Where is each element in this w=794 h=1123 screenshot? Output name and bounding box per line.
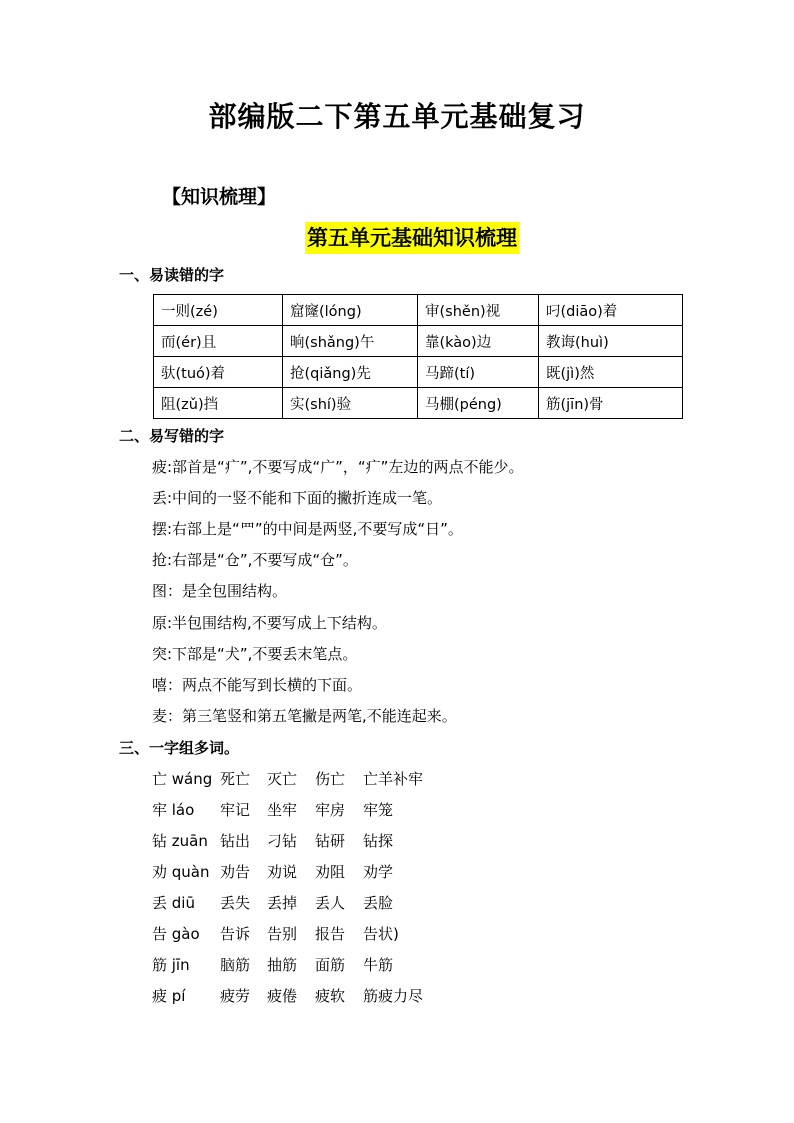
section2-heading: 二、易写错的字 — [119, 427, 225, 445]
table-cell: 驮(tuó)着 — [154, 357, 283, 388]
word-group-word: 灭亡 — [267, 770, 298, 788]
word-group-char: 钻 zuān — [152, 832, 208, 850]
word-group-word: 牢笼 — [363, 801, 394, 819]
writing-note: 原:半包围结构,不要写成上下结构。 — [152, 614, 387, 632]
table-cell: 抢(qiǎng)先 — [283, 357, 418, 388]
table-cell: 窟窿(lóng) — [283, 295, 418, 326]
table-cell: 叼(diāo)着 — [539, 295, 683, 326]
word-group-char: 亡 wáng — [152, 770, 213, 788]
word-group-word: 面筋 — [315, 956, 346, 974]
word-group-word: 劝学 — [363, 863, 394, 881]
writing-note: 疲:部首是“疒”,不要写成“广”，“疒”左边的两点不能少。 — [152, 458, 524, 476]
writing-note: 嘻：两点不能写到长横的下面。 — [152, 676, 363, 694]
table-row — [154, 388, 683, 419]
section3-heading: 三、一字组多词。 — [119, 739, 240, 757]
word-group-word: 丢人 — [315, 894, 346, 912]
word-group-word: 告状) — [363, 925, 399, 943]
word-group-word: 脑筋 — [220, 956, 251, 974]
word-group-word: 刁钻 — [267, 832, 298, 850]
writing-note: 突:下部是“犬”,不要丢末笔点。 — [152, 645, 358, 663]
table-cell: 一则(zé) — [154, 295, 283, 326]
word-group-word: 劝阻 — [315, 863, 346, 881]
word-group-word: 死亡 — [220, 770, 251, 788]
word-group-word: 坐牢 — [267, 801, 298, 819]
table-cell: 教诲(huì) — [539, 326, 683, 357]
table-cell: 实(shí)验 — [283, 388, 418, 419]
word-group-word: 劝说 — [267, 863, 298, 881]
table-row — [154, 295, 683, 326]
writing-note: 麦：第三笔竖和第五笔撇是两笔,不能连起来。 — [152, 707, 457, 725]
word-group-word: 亡羊补牢 — [363, 770, 424, 788]
word-group-char: 牢 láo — [152, 801, 195, 819]
writing-note: 丢:中间的一竖不能和下面的撇折连成一笔。 — [152, 489, 443, 507]
word-group-word: 钻出 — [220, 832, 251, 850]
word-group-word: 丢掉 — [267, 894, 298, 912]
section-tag: 【知识梳理】 — [162, 186, 277, 208]
easy-misread-table — [153, 294, 683, 419]
writing-note: 图：是全包围结构。 — [152, 582, 288, 600]
table-cell: 阻(zǔ)挡 — [154, 388, 283, 419]
table-cell: 筋(jīn)骨 — [539, 388, 683, 419]
table-row — [154, 326, 683, 357]
word-group-char: 疲 pí — [152, 987, 186, 1005]
table-cell: 马棚(péng) — [418, 388, 539, 419]
writing-note: 抢:右部是“仓”,不要写成“仓”。 — [152, 551, 358, 569]
word-group-word: 牢房 — [315, 801, 346, 819]
word-group-word: 告别 — [267, 925, 298, 943]
table-cell: 晌(shǎng)午 — [283, 326, 418, 357]
writing-note: 摆:右部上是“罒”的中间是两竖,不要写成“日”。 — [152, 520, 463, 538]
word-group-word: 钻研 — [315, 832, 346, 850]
word-group-word: 伤亡 — [315, 770, 346, 788]
word-group-word: 丢失 — [220, 894, 251, 912]
word-group-word: 报告 — [315, 925, 346, 943]
word-group-word: 疲劳 — [220, 987, 251, 1005]
table-cell: 靠(kào)边 — [418, 326, 539, 357]
table-cell: 而(ér)且 — [154, 326, 283, 357]
table-row — [154, 357, 683, 388]
word-group-word: 筋疲力尽 — [363, 987, 424, 1005]
word-group-char: 筋 jīn — [152, 956, 190, 974]
word-group-char: 告 gào — [152, 925, 200, 943]
table-cell: 既(jì)然 — [539, 357, 683, 388]
highlight-title: 第五单元基础知识梳理 — [305, 222, 519, 254]
word-group-word: 疲倦 — [267, 987, 298, 1005]
word-group-word: 抽筋 — [267, 956, 298, 974]
word-group-char: 劝 quàn — [152, 863, 210, 881]
table-cell: 马蹄(tí) — [418, 357, 539, 388]
table-cell: 审(shěn)视 — [418, 295, 539, 326]
page-title: 部编版二下第五单元基础复习 — [208, 100, 586, 133]
word-group-word: 告诉 — [220, 925, 251, 943]
word-group-word: 劝告 — [220, 863, 251, 881]
word-group-word: 钻探 — [363, 832, 394, 850]
section1-heading: 一、易读错的字 — [119, 266, 225, 284]
word-group-word: 疲软 — [315, 987, 346, 1005]
word-group-word: 牢记 — [220, 801, 251, 819]
word-group-char: 丢 diū — [152, 894, 195, 912]
word-group-word: 牛筋 — [363, 956, 394, 974]
word-group-word: 丢脸 — [363, 894, 394, 912]
